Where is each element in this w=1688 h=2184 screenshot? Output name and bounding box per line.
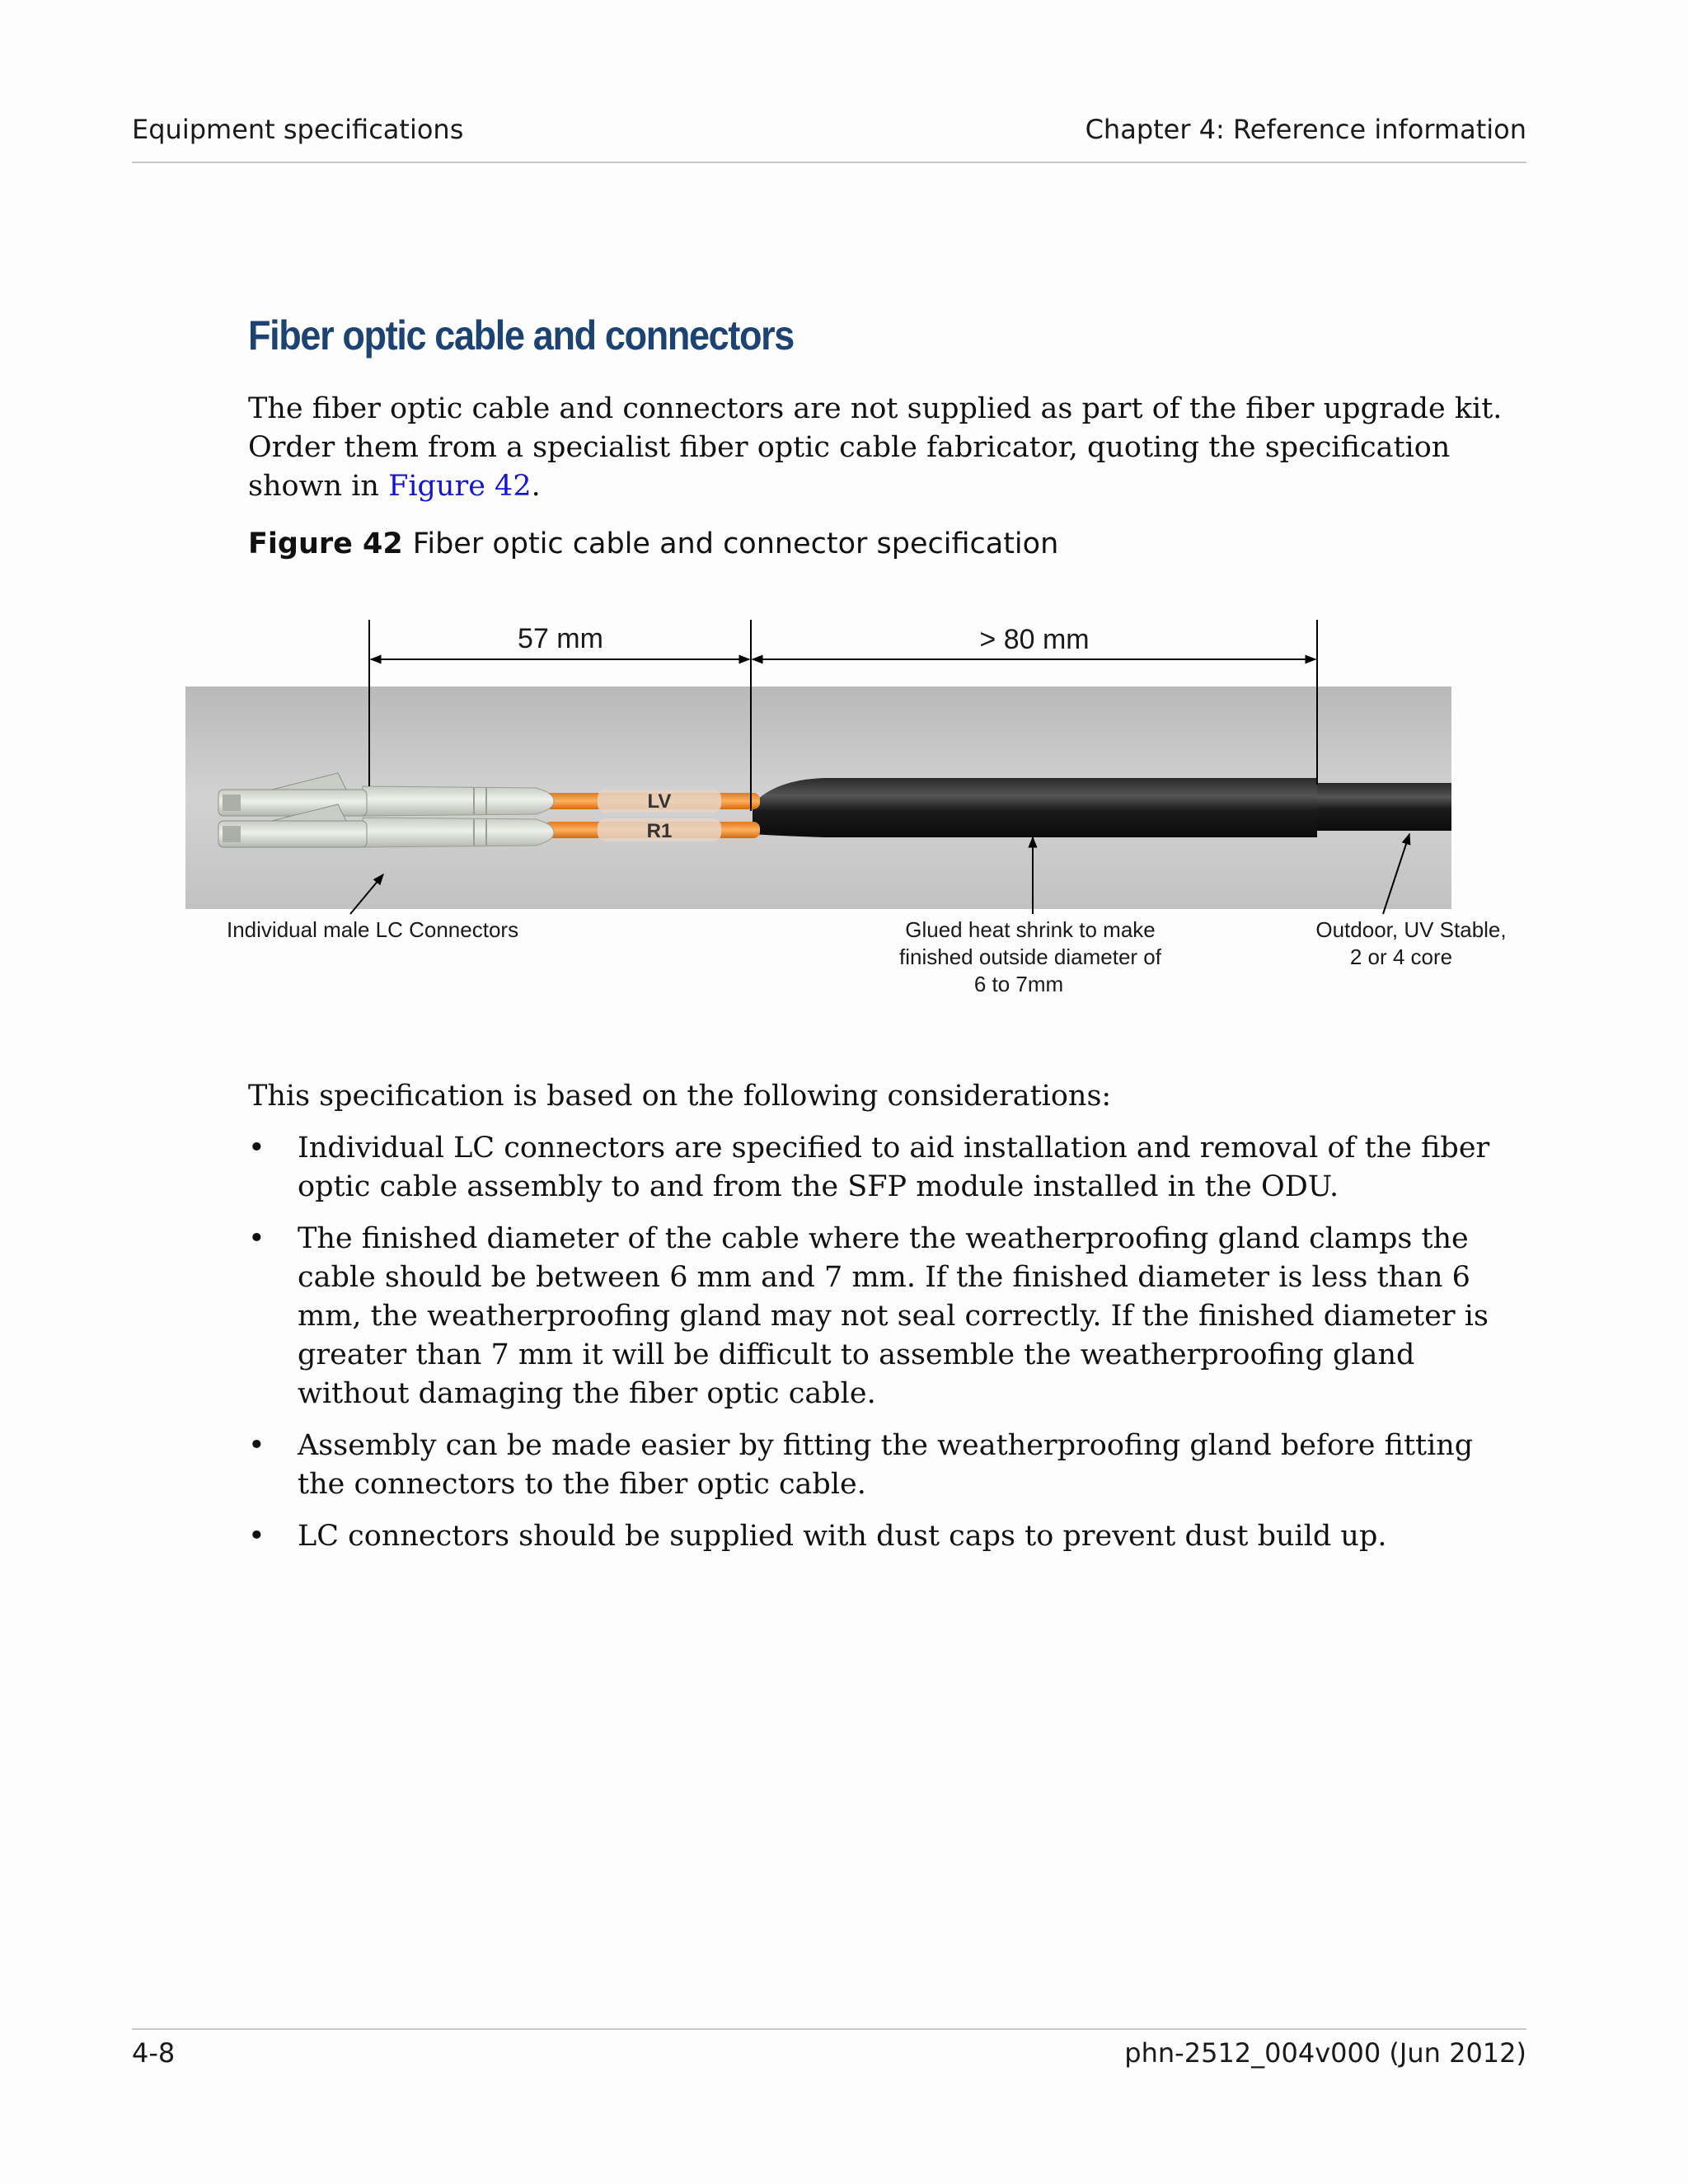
list-item <box>248 1220 1527 1413</box>
section-title: Fiber optic cable and connectors <box>248 312 794 359</box>
list-item <box>248 1129 1527 1207</box>
label-cable-line2: 2 or 4 core <box>1349 944 1453 969</box>
dimension-57mm: 57 mm <box>518 623 603 654</box>
page-number: 4-8 <box>132 2037 176 2069</box>
list-item <box>248 1427 1527 1504</box>
label-lc-connectors: Individual male LC Connectors <box>227 917 519 942</box>
considerations-intro: This specification is based on the following considerations: <box>248 1080 1112 1113</box>
list-item-text: The finished diameter of the cable where the weatherproofing gland clamps the cable should be between 6 mm and 7 mm. If the finished diameter is less than 6 mm, the weatherproofing gland may not seal correctly. If the finished diameter is greater than 7 mm it will be difficult to assemble the weatherproofing gland without damaging the fiber optic cable. <box>298 1222 1489 1410</box>
bullet-icon: • <box>248 1132 265 1165</box>
connector-tag-top: LV <box>647 790 672 813</box>
bullet-icon: • <box>248 1429 265 1462</box>
intro-paragraph <box>248 390 1519 506</box>
figure-link[interactable]: Figure 42 <box>388 470 532 503</box>
list-item-text: Individual LC connectors are specified to aid installation and removal of the fiber optic cable assembly to and from the SFP module installed in the ODU. <box>298 1132 1490 1203</box>
label-heatshrink-line2: finished outside diameter of <box>899 944 1161 969</box>
figure-number: Figure 42 <box>248 527 403 560</box>
list-item <box>248 1517 1527 1556</box>
figure-labels <box>227 917 1507 996</box>
page-footer <box>132 2037 1526 2069</box>
cable-specification-figure <box>148 588 1528 1052</box>
label-heatshrink-line1: Glued heat shrink to make <box>905 917 1156 942</box>
label-cable-line1: Outdoor, UV Stable, <box>1315 917 1507 942</box>
bullet-icon: • <box>248 1520 265 1553</box>
label-heatshrink-line3: 6 to 7mm <box>973 972 1064 996</box>
header-rule <box>132 162 1526 163</box>
dimension-80mm: > 80 mm <box>979 624 1090 655</box>
bullet-icon: • <box>248 1222 265 1255</box>
footer-rule <box>132 2028 1526 2030</box>
header-chapter-name: Chapter 4: Reference information <box>1085 114 1526 145</box>
intro-text: The fiber optic cable and connectors are not supplied as part of the fiber upgrade kit. Order them from a specialist fiber optic cable fabricator, quoting the specification shown in <box>248 392 1503 503</box>
considerations-list <box>248 1129 1527 1569</box>
cable-photo <box>185 687 1451 909</box>
figure-title: Fiber optic cable and connector specification <box>412 527 1059 560</box>
list-item-text: Assembly can be made easier by fitting the weatherproofing gland before fitting the connectors to the fiber optic cable. <box>298 1429 1474 1501</box>
figure-caption <box>248 527 1519 560</box>
document-id: phn-2512_004v000 (Jun 2012) <box>1124 2037 1526 2069</box>
intro-text-end: . <box>531 470 541 503</box>
header-section-name: Equipment specifications <box>132 114 464 145</box>
page-header <box>132 114 1526 145</box>
list-item-text: LC connectors should be supplied with dust caps to prevent dust build up. <box>298 1520 1387 1553</box>
connector-tag-bottom: R1 <box>646 820 673 842</box>
